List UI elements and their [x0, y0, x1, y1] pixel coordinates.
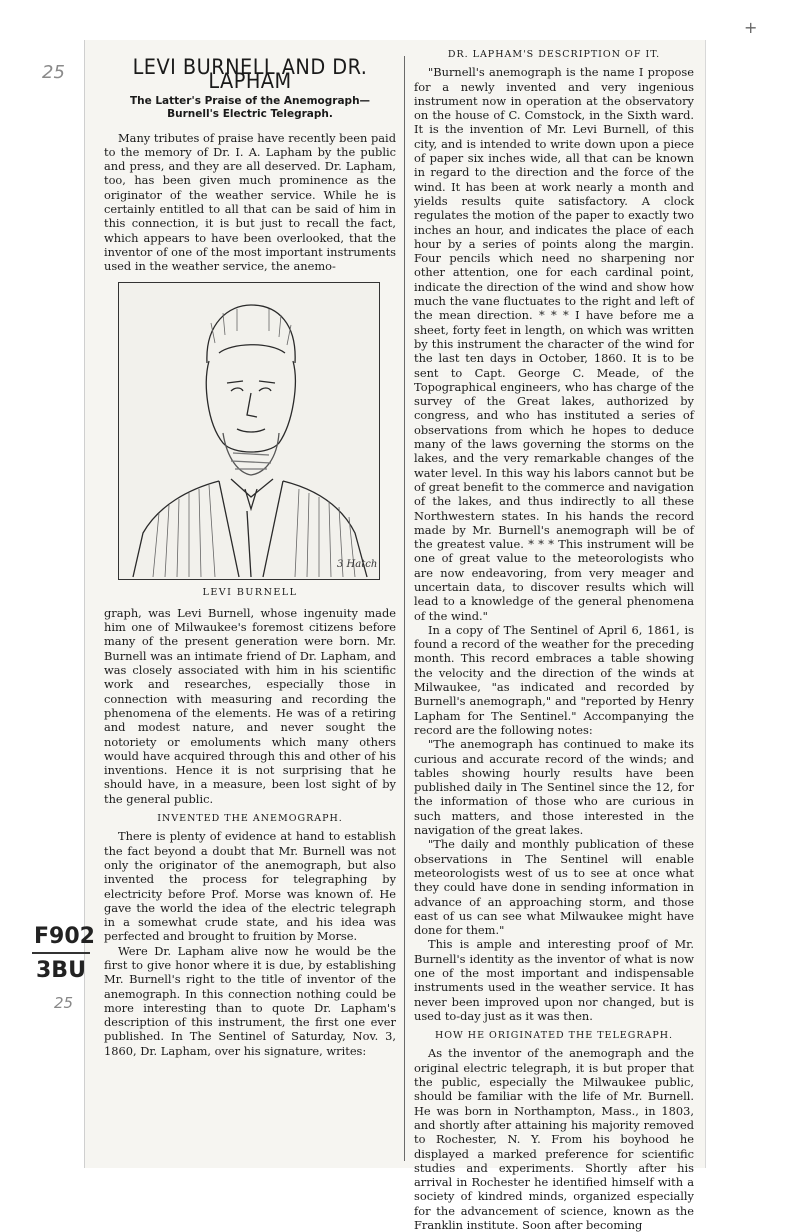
biography-paragraph: graph, was Levi Burnell, whose ingenuity made him one of Milwaukee's foremost citizens before many of the present generation were born. Mr. Burnell was an intimate friend of Dr. Lapham, and was closely associated with him in his scientific work and researches, especially those in connection with measuring and recording the phenomena of the elements. He was of a retiring and modest nature, and never sought the notoriety or emoluments which many others would have acquired through this and other of his inventions. Hence it is not surprising that he should have, in a measure, been lost sight of by the general public.: [104, 605, 396, 806]
lapham-intro-paragraph: Were Dr. Lapham alive now he would be the first to give honor where it is due, by establishing Mr. Burnell's right to the title of inventor of the anemograph. In this connection nothing could be more interesting than to quote Dr. Lapham's description of this instrument, the first one ever published. In The Sentinel of Saturday, Nov. 3, 1860, Dr. Lapham, over his signature, writes:: [104, 943, 396, 1058]
margin-note-top-left: 25: [42, 62, 65, 83]
section-heading-telegraph: HOW HE ORIGINATED THE TELEGRAPH.: [434, 1030, 674, 1042]
section-heading-anemograph: INVENTED THE ANEMOGRAPH.: [157, 813, 343, 825]
left-column: [104, 40, 396, 1165]
evidence-paragraph: There is plenty of evidence at hand to establish the fact beyond a doubt that Mr. Burnell was not only the originator of the anemograph, but also invented the process for telegraphing by electricity before Prof. Morse was known of. He gave the world the idea of the electric telegraph in a somewhat crude state, and his idea was perfected and brought to fruition by Morse.: [104, 829, 396, 944]
notes-quote-paragraph-2: "The daily and monthly publication of these observations in The Sentinel will enable meteorologists west of us to see at once what they could have done in sending information in advance of an approaching storm, and those east of us can see what Milwaukee might have done for them.": [414, 837, 694, 938]
lapham-quote-paragraph: "Burnell's anemograph is the name I propose for a newly invented and very ingenious instrument now in operation at the observatory on the house of C. Comstock, in the Sixth ward. It is the invention of Mr. Levi Burnell, of this city, and is intended to write down upon a piece of paper six inches wide, all that can be known in regard to the direction and the force of the wind. It has been at work nearly a month and yields results quite satisfactory. A clock regulates the motion of the paper to exactly two inches an hour, and indicates the place of each hour by a series of points along the margin. Four pencils which need no sharpening nor other attention, one for each cardinal point, indicate the direction of the wind and show how much the vane fluctuates to the right and left of the mean direction. * * * I have before me a sheet, forty feet in length, on which was written by this instrument the character of the wind for the last ten days in October, 1860. It is to be sent to Capt. George C. Meade, of the Topographical engineers, who has charge of the survey of the Great lakes, authorized by congress, and who has instituted a series of observations from which he hopes to deduce many of the laws governing the storms on the lakes, and the very remarkable changes of the water level. In this way his labors cannot but be of great benefit to the commerce and navigation of the lakes, and thus indirectly to all these Northwestern states. In his hands the record made by Mr. Burnell's anemograph will be of the greatest value. * * * This instrument will be one of great value to the meteorologists who are now endeavoring, from very meager and uncertain data, to discover results which will lead to a knowledge of the general phenomena of the wind.": [414, 65, 694, 623]
margin-note-top-right: +: [744, 18, 758, 37]
archive-code-line1: F902: [34, 924, 95, 949]
archive-code-underline: [32, 952, 90, 954]
engraver-signature: 3 Hatch: [337, 558, 378, 570]
archive-code-line2: 3BU: [36, 958, 86, 983]
article-headline: LEVI BURNELL AND DR. LAPHAM: [132, 55, 368, 94]
intro-paragraph: Many tributes of praise have recently been paid to the memory of Dr. I. A. Lapham by the public and press, and they are all deserved. Dr. Lapham, too, has been given much prominence as the originator of the weather service. While he is certainly entitled to all that can be said of him in this connection, it is but just to recall the fact, which appears to have been overlooked, that the inventor of one of the most important instruments used in the weather service, the anemo-: [104, 130, 396, 274]
proof-paragraph: This is ample and interesting proof of Mr. Burnell's identity as the inventor of what is now one of the most important and indispensable instruments used in the weather service. It has never been improved upon nor changed, but is used to-day just as it was then.: [414, 937, 694, 1023]
portrait-engraving: [119, 283, 379, 579]
article-subheadline: The Latter's Praise of the Anemograph—Burnell's Electric Telegraph.: [129, 94, 371, 120]
archive-code-line3: 25: [54, 994, 74, 1012]
right-column: [414, 40, 694, 1232]
telegraph-paragraph: As the inventor of the anemograph and the original electric telegraph, it is but proper that the public, especially the Milwaukee public, should be familiar with the life of Mr. Burnell. He was born in Northampton, Mass., in 1803, and shortly after attaining his majority removed to Rochester, N. Y. From his boyhood he displayed a marked preference for scientific studies and experiments. Shortly after his arrival in Rochester he identified himself with a society of kindred minds, organized especially for the advancement of science, known as the Franklin institute. Soon after becoming: [414, 1046, 694, 1232]
portrait-illustration: [118, 282, 380, 580]
sentinel-record-paragraph: In a copy of The Sentinel of April 6, 1861, is found a record of the weather for the preceding month. This record embraces a table showing the velocity and the direction of the winds at Milwaukee, "as indicated and recorded by Burnell's anemograph," and "reported by Henry Lapham for The Sentinel." Accompanying the record are the following notes:: [414, 622, 694, 737]
notes-quote-paragraph-1: "The anemograph has continued to make its curious and accurate record of the winds; and tables showing hourly results have been published daily in The Sentinel since the 12, for the information of those who are curious in such matters, and those interested in the navigation of the great lakes.: [414, 737, 694, 838]
column-divider: [404, 56, 405, 1161]
portrait-caption: LEVI BURNELL: [202, 586, 298, 598]
section-heading-description: DR. LAPHAM'S DESCRIPTION OF IT.: [447, 49, 661, 60]
